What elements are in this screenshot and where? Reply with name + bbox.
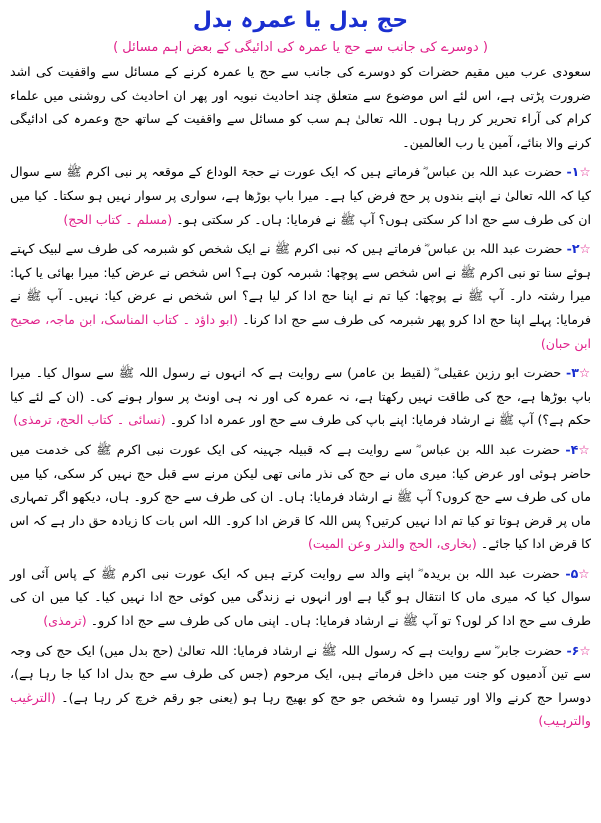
hadith-1 bbox=[10, 160, 591, 231]
intro-paragraph: سعودی عرب میں مقیم حضرات کو دوسرے کی جانب سے حج یا عمرہ کرنے کے مسائل سے واقفیت کی اشد ضرورت پڑتی ہے، اس لئے اس موضوع سے متعلق چند احادیث نبویہ اور پھر ان احادیث کی روشنی میں علماء کرام کی آراء تحریر کر رہا ہوں۔ اللہ تعالیٰ ہم سب کو مسائل سے واقفیت کے ساتھ حج وعمرہ کی ادائیگی کرنے والا بنائے، آمین یا رب العالمین۔ bbox=[10, 64, 591, 150]
hadith-reference: (بخاری، الحج والنذر وعن المیت) bbox=[308, 536, 477, 552]
star-icon: ☆ bbox=[579, 642, 591, 658]
page-title: حج بدل یا عمرہ بدل bbox=[192, 8, 409, 33]
hadith-number: ۵ bbox=[570, 565, 579, 581]
hadith-2 bbox=[10, 237, 591, 355]
hadith-reference: (مسلم ۔ کتاب الحج) bbox=[63, 211, 173, 227]
hadith-text: حضرت عبد اللہ بن عباس ؓ فرماتے ہیں کہ نبی اکرم ﷺ نے ایک شخص کو شبرمہ کی طرف سے لبیک کہتے ہوئے سنا تو نبی اکرم ﷺ نے اس شخص سے پوچھا: شبرمہ کون ہے؟ اس شخص نے عرض کیا: میرا بھائی یا کہا: میرا رشتہ دار۔ آپ ﷺ نے پوچھا: کیا تم نے اپنا حج ادا کر لیا ہے؟ اس شخص نے عرض کیا: نہیں۔ آپ ﷺ نے فرمایا: پہلے اپنا حج ادا کرو پھر شبرمہ کی طرف سے حج ادا کرنا۔ bbox=[10, 241, 591, 327]
hadith-4 bbox=[10, 438, 591, 556]
page-subtitle: ( دوسرے کی جانب سے حج یا عمرہ کی ادائیگی کے بعض اہم مسائل ) bbox=[113, 40, 488, 55]
dash: - bbox=[565, 565, 571, 581]
star-icon: ☆ bbox=[579, 241, 591, 257]
hadith-reference: (الترغیب والترہیب) bbox=[10, 689, 591, 729]
hadith-number: ۲ bbox=[571, 241, 580, 257]
hadith-reference: (ابو داؤد ۔ کتاب المناسک، ابن ماجہ، صحیح ابن حبان) bbox=[10, 311, 591, 351]
hadith-number: ۶ bbox=[571, 642, 580, 658]
dash: - bbox=[565, 441, 571, 457]
hadith-6 bbox=[10, 639, 591, 733]
hadith-text: حضرت ابو رزین عقیلی ؓ (لقیط بن عامر) سے روایت ہے کہ انہوں نے رسول اللہ ﷺ سے سوال کیا۔ میرا باپ بوڑھا ہے، حج کی طاقت نہیں رکھتا ہے، نہ عمرہ کی اور نہ ہی اونٹ پر سوار ہونے کی۔ (ان کے لئے کیا حکم ہے؟) آپ ﷺ نے ارشاد فرمایا: اپنے باپ کی طرف سے حج اور عمرہ ادا کرو۔ bbox=[10, 365, 591, 428]
dash: - bbox=[565, 365, 572, 381]
hadith-number: ۴ bbox=[570, 441, 579, 457]
hadith-text: حضرت عبد اللہ بن بریدہ ؓ اپنے والد سے روایت کرتے ہیں کہ ایک عورت نبی اکرم ﷺ کے پاس آئی اور سوال کیا کہ میری ماں کا انتقال ہو گیا ہے اور انہوں نے زندگی میں کوئی حج ادا نہیں کیا۔ کیا میں ان کی طرف سے حج ادا کر لوں؟ تو آپ ﷺ نے ارشاد فرمایا: ہاں۔ اپنی ماں کی طرف سے حج ادا کرو۔ bbox=[10, 565, 591, 629]
hadith-text: حضرت جابر ؓ سے روایت ہے کہ رسول اللہ ﷺ نے ارشاد فرمایا: اللہ تعالیٰ (حج بدل میں) ایک حج کی وجہ سے تین آدمیوں کو جنت میں داخل فرماتے ہیں، ایک مرحوم (جس کی طرف سے حج بدل ادا کیا جا رہا ہے)، دوسرا حج کرنے والا اور تیسرا وہ شخص جو حج کو بھیج رہا ہو (یعنی جو رقم خرچ کر رہا ہے)۔ bbox=[10, 642, 591, 705]
hadith-number: ۱ bbox=[571, 164, 580, 180]
star-icon: ☆ bbox=[578, 441, 591, 457]
hadith-reference: (نسائی ۔ کتاب الحج، ترمذی) bbox=[13, 412, 166, 428]
dash: - bbox=[566, 642, 572, 658]
dash: - bbox=[566, 241, 572, 257]
star-icon: ☆ bbox=[578, 565, 591, 581]
hadith-5 bbox=[10, 562, 591, 633]
hadith-reference: (ترمذی) bbox=[43, 613, 87, 629]
hadith-number: ۳ bbox=[571, 365, 579, 381]
star-icon: ☆ bbox=[578, 365, 591, 381]
dash: - bbox=[566, 164, 572, 180]
hadith-3 bbox=[10, 361, 591, 432]
hadith-text: حضرت عبد اللہ بن عباس ؓ سے روایت ہے کہ قبیلہ جہینہ کی ایک عورت نبی اکرم ﷺ کی خدمت میں حاضر ہوئی اور عرض کیا: میری ماں نے حج کی نذر مانی تھی لیکن مرنے سے قبل حج نہیں کر سکی، کیا میں ماں کی طرف سے حج کروں؟ آپ ﷺ نے ارشاد فرمایا: ہاں۔ ان کی طرف سے حج کرو۔ ہاں، دیکھو اگر تمہاری ماں پر قرض ہوتا تو کیا تم ادا نہیں کرتیں؟ پس اللہ کا قرض ادا کرو۔ اللہ اس بات کا زیادہ حق دار ہے کہ اس کا قرض ادا کیا جائے۔ bbox=[10, 441, 591, 552]
star-icon: ☆ bbox=[579, 164, 591, 180]
hadith-text: حضرت عبد اللہ بن عباس ؓ فرماتے ہیں کہ ایک عورت نے حجۃ الوداع کے موقعہ پر نبی اکرم ﷺ سے سوال کیا کہ اللہ تعالیٰ نے اپنے بندوں پر حج فرض کیا ہے۔ میرا باپ بوڑھا ہے، سواری پر سوار نہیں ہو سکتا۔ کیا میں ان کی طرف سے حج ادا کر سکتی ہوں؟ آپ ﷺ نے فرمایا: ہاں۔ کر سکتی ہو۔ bbox=[10, 164, 591, 227]
